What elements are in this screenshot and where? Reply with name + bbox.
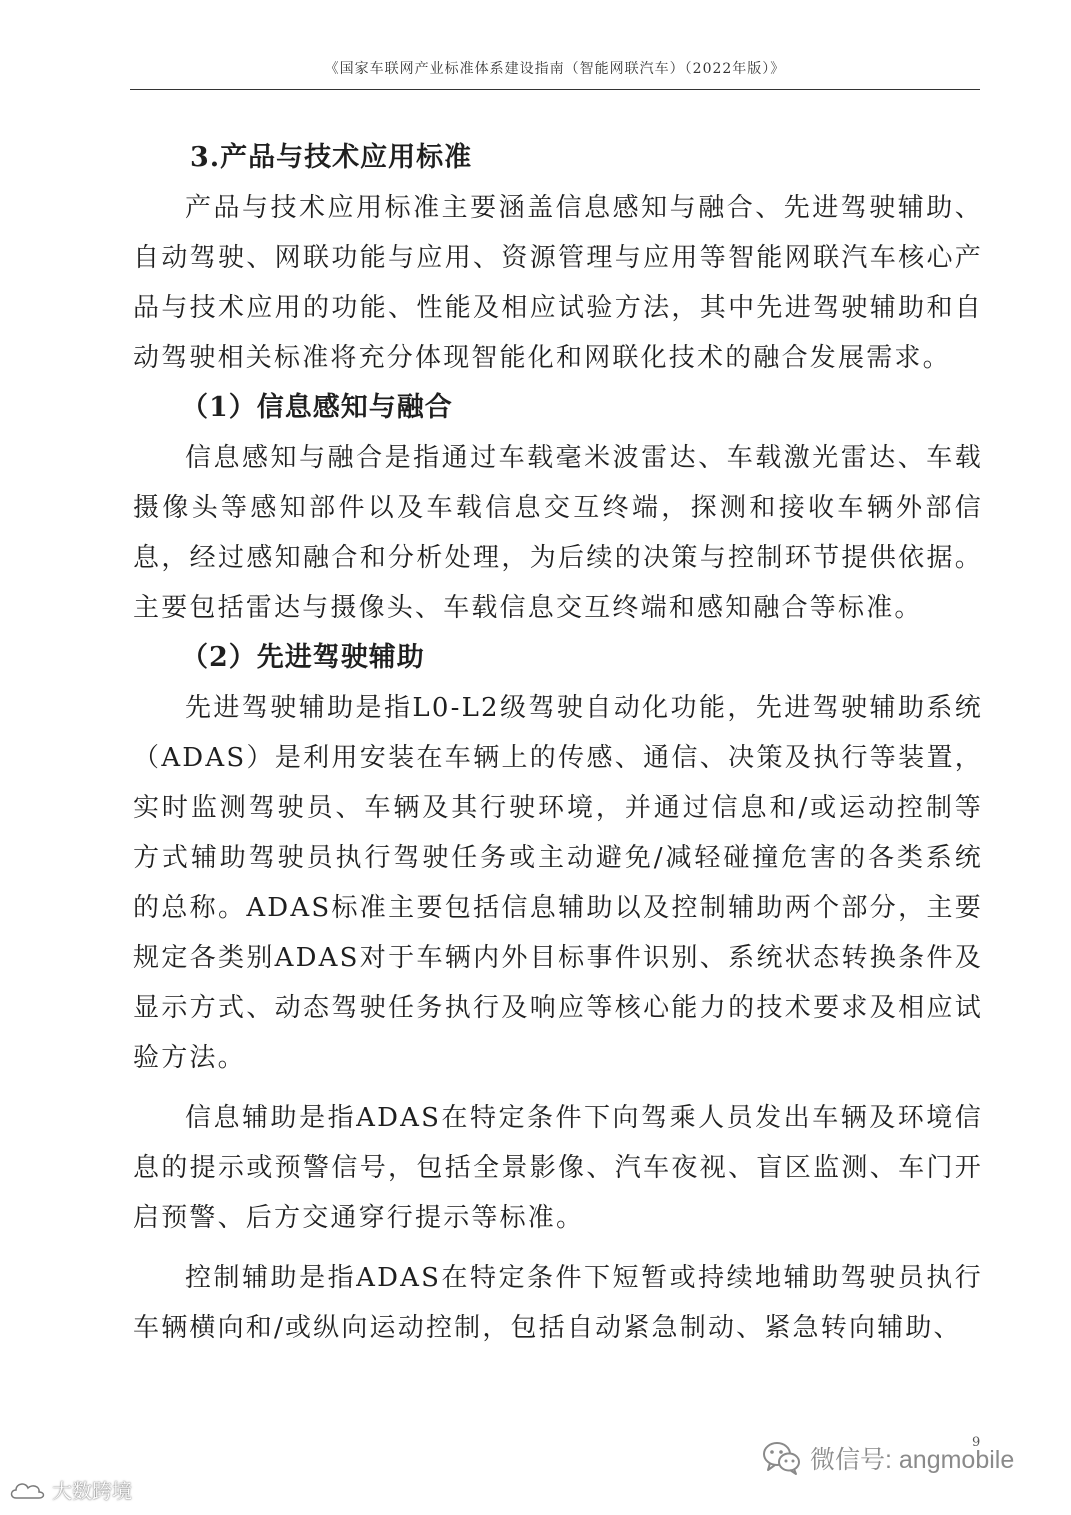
body-paragraph: 产品与技术应用标准主要涵盖信息感知与融合、先进驾驶辅助、自动驾驶、网联功能与应用、资源管理与应用等智能网联汽车核心产品与技术应用的功能、性能及相应试验方法，其中先进驾驶辅助和自动驾驶相关标准将充分体现智能化和网联化技术的融合发展需求。: [133, 193, 983, 373]
cloud-logo-icon: [8, 1478, 48, 1502]
section-heading: 3.产品与技术应用标准: [190, 142, 473, 173]
subsection-heading: （2）先进驾驶辅助: [181, 642, 425, 673]
document-body: [133, 133, 983, 1353]
wechat-label: 微信号: angmobile: [810, 1446, 1015, 1474]
body-paragraph: 先进驾驶辅助是指L0-L2级驾驶自动化功能，先进驾驶辅助系统（ADAS）是利用安装在车辆上的传感、通信、决策及执行等装置，实时监测驾驶员、车辆及其行驶环境，并通过信息和/或运动控制等方式辅助驾驶员执行驾驶任务或主动避免/减轻碰撞危害的各类系统的总称。ADAS标准主要包括信息辅助以及控制辅助两个部分，主要规定各类别ADAS对于车辆内外目标事件识别、系统状态转换条件及显示方式、动态驾驶任务执行及响应等核心能力的技术要求及相应试验方法。: [133, 693, 983, 1073]
body-paragraph: 信息感知与融合是指通过车载毫米波雷达、车载激光雷达、车载摄像头等感知部件以及车载信息交互终端，探测和接收车辆外部信息，经过感知融合和分析处理，为后续的决策与控制环节提供依据。主要包括雷达与摄像头、车载信息交互终端和感知融合等标准。: [133, 443, 983, 623]
header-rule: [130, 89, 980, 90]
wechat-icon: [762, 1440, 802, 1476]
subsection-heading: （1）信息感知与融合: [181, 392, 453, 423]
wechat-watermark: [762, 1440, 1014, 1476]
watermark-label: 大数跨境: [52, 1481, 132, 1503]
running-header: 《国家车联网产业标准体系建设指南（智能网联汽车）（2022年版）》: [324, 61, 786, 77]
body-paragraph: 控制辅助是指ADAS在特定条件下短暂或持续地辅助驾驶员执行车辆横向和/或纵向运动控制，包括自动紧急制动、紧急转向辅助、: [133, 1263, 983, 1343]
body-paragraph: 信息辅助是指ADAS在特定条件下向驾乘人员发出车辆及环境信息的提示或预警信号，包括全景影像、汽车夜视、盲区监测、车门开启预警、后方交通穿行提示等标准。: [133, 1103, 983, 1233]
brand-watermark: [8, 1475, 132, 1504]
page-number: 9: [972, 1435, 981, 1450]
